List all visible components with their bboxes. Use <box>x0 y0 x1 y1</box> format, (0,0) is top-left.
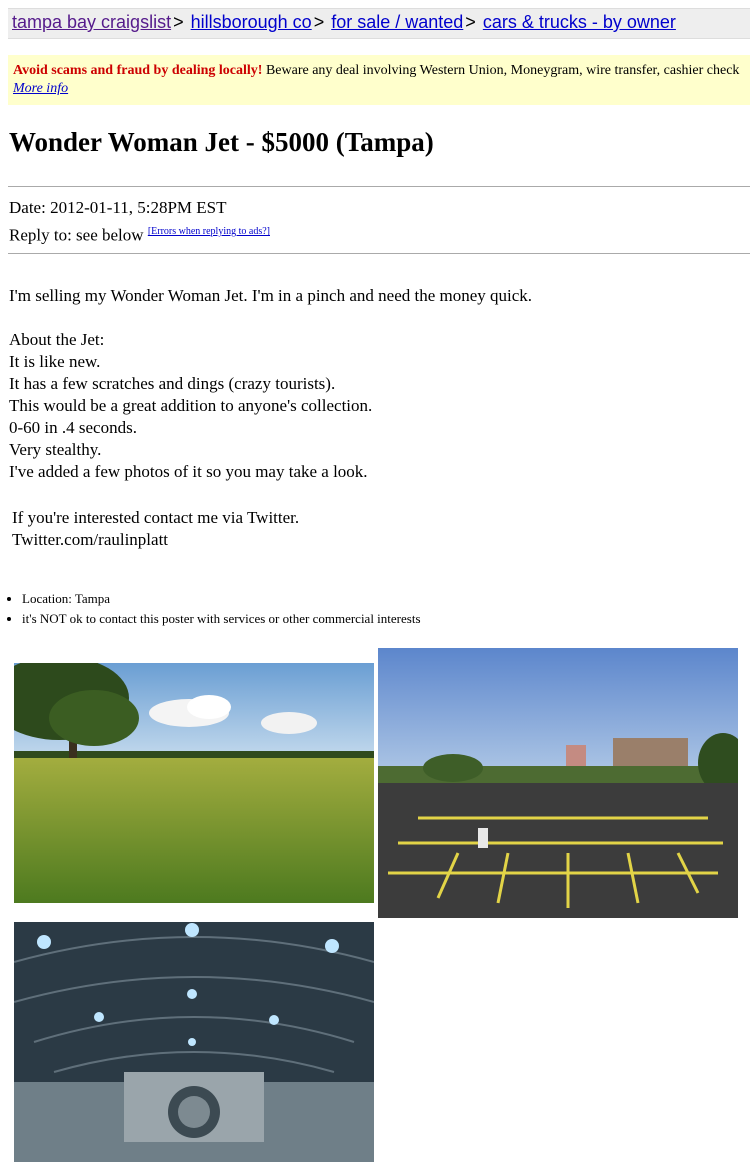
posting-info-list <box>0 589 421 629</box>
parking-lot-photo <box>378 648 738 918</box>
scam-warning-banner <box>8 55 750 105</box>
breadcrumb <box>8 8 750 39</box>
reply-to-label: Reply to: see below <box>9 225 144 245</box>
body-line: It has a few scratches and dings (crazy tourists). <box>9 374 336 393</box>
body-about-header: About the Jet: <box>9 330 105 349</box>
divider <box>8 186 750 187</box>
body-line: 0-60 in .4 seconds. <box>9 418 137 437</box>
contact-info <box>12 507 299 551</box>
reply-to <box>9 219 270 247</box>
posting-title: Wonder Woman Jet - $5000 (Tampa) <box>9 127 434 157</box>
reply-errors-link[interactable]: [Errors when replying to ads?] <box>147 226 270 237</box>
posting-meta <box>9 197 270 247</box>
hangar-photo <box>14 922 374 1162</box>
breadcrumb-area-link[interactable]: hillsborough co <box>190 12 312 32</box>
breadcrumb-site-link[interactable]: tampa bay craigslist <box>12 12 172 32</box>
field-photo <box>14 663 374 903</box>
contact-line: If you're interested contact me via Twitter. <box>12 508 300 527</box>
scam-warning-heading: Avoid scams and fraud by dealing locally! <box>13 63 263 78</box>
breadcrumb-separator: > <box>313 12 325 32</box>
body-intro: I'm selling my Wonder Woman Jet. I'm in a pinch and need the money quick. <box>9 286 533 305</box>
body-line: I've added a few photos of it so you may take a look. <box>9 462 368 481</box>
location-item: • Location: Tampa <box>22 589 421 609</box>
divider <box>8 253 750 254</box>
breadcrumb-separator: > <box>173 12 184 32</box>
body-line: Very stealthy. <box>9 440 102 459</box>
body-line: It is like new. <box>9 352 101 371</box>
breadcrumb-category-link[interactable]: cars & trucks - by owner <box>482 12 676 32</box>
posting-body <box>9 285 532 483</box>
scam-warning-text: Beware any deal involving Western Union, Moneygram, wire transfer, cashier check <box>265 63 740 78</box>
body-line: This would be a great addition to anyone's collection. <box>9 396 373 415</box>
no-solicit-notice: • it's NOT ok to contact this poster with services or other commercial interests <box>22 609 421 629</box>
twitter-handle: Twitter.com/raulinplatt <box>12 530 169 549</box>
posting-date: Date: 2012-01-11, 5:28PM EST <box>9 198 227 217</box>
more-info-link[interactable]: More info <box>13 81 69 96</box>
breadcrumb-section-link[interactable]: for sale / wanted <box>331 12 464 32</box>
breadcrumb-separator: > <box>465 12 476 32</box>
